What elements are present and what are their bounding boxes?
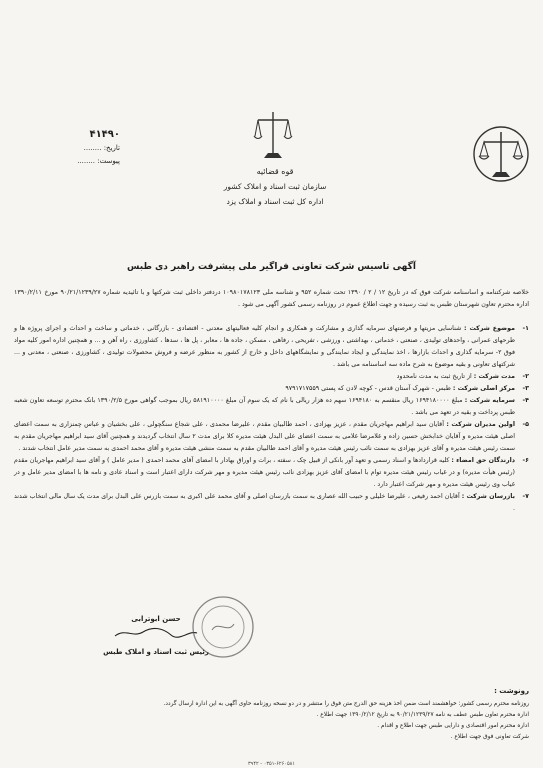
handwritten-signature-icon — [111, 626, 201, 640]
org-heading — [180, 164, 370, 209]
letter-date: تاریخ: ........ — [83, 144, 120, 152]
item-text: آقایان احمد رفیعی ، علیرضا خلیلی و حبیب الله عصاری به سمت بازرسان اصلی و آقای محمد علی اکبری به سمت بازرس علی البدل برای مدت یک سال مالی انتخاب شدند . — [14, 493, 515, 512]
item-4 — [14, 395, 529, 419]
copy-line: اداره محترم تعاون طبس عطف به نامه ۹۰/۲۱/۱۲۳۹/۲۷ به تاریخ ۱۳۹۰/۲/۱۲ جهت اطلاع . — [316, 712, 529, 718]
judiciary-label: قوه قضائیه — [256, 167, 294, 176]
item-number: ۴- — [522, 397, 529, 404]
item-label: مدت شرکت : — [473, 373, 515, 380]
item-text: از تاریخ ثبت به مدت نامحدود — [396, 373, 472, 380]
item-text: کلیه قراردادها و اسناد رسمی و تعهد آور بانکی از قبیل چک ، سفته ، برات و اوراق بهادار با امضای آقای محمد احمدی ( مدیر عامل ) و آقای سید ابراهیم مهاجریان مقدم (رئیس هیأت مدیره) و در غیاب رئیس هیئت مدیره توام با امضای آقای عزیز بهزادی نائب رئیس هیئت مدیره و مهر شرکت دارای اعتبار است و اسناد عادی و نامه ها با امضای مدیر عامل و در غیاب وی رئیس هیئت مدیره و مهر شرکت اعتبار دارد . — [14, 457, 515, 488]
item-1 — [14, 323, 529, 371]
item-body — [14, 371, 515, 383]
item-label: دارندگان حق امضاء : — [451, 457, 515, 464]
item-number: ۶- — [522, 457, 529, 464]
copy-recipients — [14, 686, 529, 743]
item-text: شناسایی مزیتها و فرصتهای سرمایه گذاری و مشارکت و همکاری و انجام کلیه فعالیتهای معدنی - اقتصادی - بازرگانی ، خدماتی و ساخت و احداث و اجرای پروژه ها و طرحهای عمرانی ، واحدهای تولیدی ، صنعتی ، خدماتی ، بهداشتی ، ورزشی ، تفریحی ، رفاهی ، مسکن ، جاده ها ، معابر ، پل ها ، سدها ، کشاورزی ، راه آهن و ... و همچنین اداره امور کلیه مواد فوق ۲- سرمایه گذاری و احداث بازارها ، اخذ نمایندگی و ایجاد نمایندگی و نمایشگاههای داخل و خارج از کشور به منظور عرضه و فروش محصولات تولیدی ، کشاورزی ، صنعتی ، معدنی و ... شرکتهای تعاونی و بقیه موضوع به شرح ماده سه اساسنامه می باشد . — [14, 325, 515, 368]
item-label: بازرسان شرکت : — [461, 493, 515, 500]
item-body — [14, 419, 515, 455]
item-body — [14, 491, 515, 515]
item-number: ۳- — [522, 385, 529, 392]
item-body — [14, 323, 515, 371]
item-number: ۲- — [522, 373, 529, 380]
item-2 — [14, 371, 529, 383]
item-label: سرمایه شرکت : — [464, 397, 515, 404]
copy-line: شرکت تعاونی فوق جهت اطلاع . — [450, 734, 529, 740]
org-line-2: اداره کل ثبت اسناد و املاک یزد — [226, 197, 324, 206]
item-body — [14, 395, 515, 419]
item-label: مرکز اصلی شرکت : — [452, 385, 515, 392]
item-number: ۵- — [522, 421, 529, 428]
item-6 — [14, 455, 529, 491]
office-stamp-icon — [190, 594, 256, 660]
copy-line: روزنامه محترم رسمی کشور: خواهشمند است ضمن اخذ هزینه حق الدرج متن فوق را منتشر و در دو نسخه روزنامه حاوی آگهی به این اداره ارسال گردد. — [163, 701, 529, 707]
copy-line: اداره محترم امور اقتصادی و دارایی طبس جهت اطلاع و اقدام . — [377, 723, 529, 729]
letter-number — [30, 128, 120, 142]
signatory-name: حسن ابوترابی — [131, 615, 181, 623]
item-7 — [14, 491, 529, 515]
item-text: طبس - شهرک آستان قدس - کوچه لادن که پستی ۹۷۹۱۷۱۷۵۵۹ — [285, 385, 451, 392]
letter-number-value: ۴۱۴۹۰ — [89, 129, 120, 140]
signatory-title: رئیس ثبت اسناد و املاک طبس — [103, 648, 209, 656]
item-body — [14, 383, 515, 395]
letter-date-label: تاریخ: — [103, 144, 120, 152]
scales-emblem-icon — [472, 122, 530, 186]
items-list — [14, 323, 529, 515]
item-label: اولین مدیران شرکت : — [446, 421, 515, 428]
copies-header: رونوشت : — [494, 687, 529, 695]
item-number: ۱- — [522, 325, 529, 332]
item-text: آقایان سید ابراهیم مهاجریان مقدم ، عزیز بهزادی ، احمد طالبیان مقدم ، علیرضا محمدی ، علی شجاع سنگچولی ، علی بخشیان و عباس چمنزاری به سمت اعضای اصلی هیئت مدیره و آقایان خدابخش حسین زاده و غلامرضا غلامی به سمت اعضای علی البدل هیئت مدیره کلا برای مدت ۲ سال انتخاب گردیدند و همچنین آقای سید ابراهیم مهاجریان مقدم به سمت رئیس هیئت مدیره و آقای عزیز بهزادی به سمت نائب رئیس هیئت مدیره و آقای احمد طالبیان مقدم به سمت منشی هیئت مدیره و آقای محمد احمدی به سمت مدیر عامل انتخاب شدند . — [14, 421, 515, 452]
item-3 — [14, 383, 529, 395]
item-label: موضوع شرکت : — [464, 325, 515, 332]
letter-metadata — [30, 128, 120, 168]
intro-paragraph: خلاصه شرکتنامه و اساسنامه شرکت فوق که در تاریخ ۱۲ / ۲ / ۱۳۹۰ تحت شماره ۹۵۲ و شناسه ملی ۱۰۹۸۰۱۷۸۱۲۳ دردفتر داخلی ثبت شرکتها و با تائیدیه شماره ۹۰/۲۱/۱۲۳۹/۲۷ مورخ ۱۳۹۰/۲/۱۱ اداره محترم تعاون شهرستان طبس به ثبت رسیده و جهت اطلاع عموم در روزنامه رسمی کشور آگهی می شود . — [14, 289, 529, 308]
org-line-1: سازمان ثبت اسناد و املاک کشور — [223, 182, 327, 191]
letter-attachment-label: پیوست: — [97, 157, 120, 165]
notice-title: آگهی تاسیس شرکت تعاونی فراگیر ملی پیشرفت راهبر دی طبس — [127, 262, 416, 272]
letter-attachment: پیوست: ........ — [77, 157, 120, 165]
item-body — [14, 455, 515, 491]
judiciary-emblem-icon — [250, 106, 296, 162]
item-5 — [14, 419, 529, 455]
page-footer: ۰۳۵۱-۶۲۶۰۵۸۱ - ۳۹۴۲ — [247, 761, 296, 767]
item-text: مبلغ ۱۶۹۴۱۸۰۰۰۰ ریال منقسم به ۱۶۹۴۱۸۰ سهم ده هزار ریالی با نام که یک سوم آن مبلغ ۵۸۱۹۱۰۰۰۰ ریال بموجب گواهی مورخ ۱۳۹۰/۲/۵ بانک محترم توسعه تعاون شعبه طبس پرداخت و بقیه در تعهد می باشد . — [14, 397, 515, 416]
item-number: ۷- — [522, 493, 529, 500]
